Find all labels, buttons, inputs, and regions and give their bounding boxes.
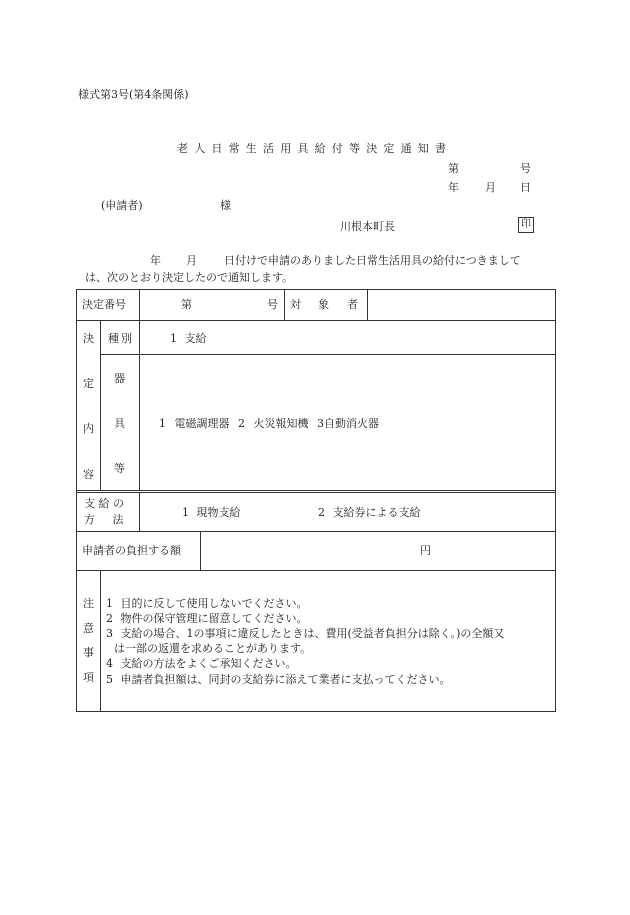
burden-label: 申請者の負担する額	[82, 544, 181, 557]
row-sep-5	[76, 570, 556, 571]
notes-char-1: 注	[83, 597, 94, 610]
col-sep-label-row1	[139, 289, 140, 320]
type-label: 種別	[108, 332, 134, 345]
row-sep-3a	[76, 490, 556, 491]
row-sep-4	[76, 531, 556, 532]
notes-char-3: 事	[83, 646, 94, 659]
note-item-3-cont: は一部の返還を求めることがあります。	[114, 642, 312, 655]
row-sep-1	[76, 320, 556, 321]
col-sep-decision-value	[139, 320, 140, 491]
intro-month: 月	[186, 254, 197, 267]
decision-number-suffix: 号	[267, 298, 278, 311]
date-day-label: 日	[520, 181, 531, 194]
intro-line1-text: 日付けで申請のありました日常生活用具の給付につきまして	[224, 254, 521, 267]
burden-unit: 円	[420, 544, 431, 557]
target-label-char-2: 象	[318, 298, 329, 311]
decision-content-char-2: 定	[83, 377, 94, 390]
col-sep-burden	[200, 531, 201, 570]
decision-number-label: 決定番号	[82, 298, 126, 311]
table-border-right	[555, 289, 556, 712]
col-sep-notes	[100, 570, 101, 711]
seal-mark: 印	[518, 217, 534, 233]
target-label-char-3: 者	[347, 298, 358, 311]
decision-content-char-1: 決	[83, 332, 94, 345]
form-label: 様式第3号(第4条関係)	[78, 88, 189, 101]
doc-number-suffix: 号	[520, 162, 531, 175]
equipment-char-1: 器	[114, 372, 125, 385]
equipment-char-2: 具	[114, 417, 125, 430]
date-month-label: 月	[485, 181, 496, 194]
decision-content-char-4: 容	[83, 468, 94, 481]
note-item-4: 4 支給の方法をよくご承知ください。	[106, 657, 297, 670]
intro-year: 年	[150, 254, 161, 267]
col-sep-number-end	[284, 289, 285, 320]
decision-number-prefix: 第	[181, 298, 192, 311]
col-sep-decision-inner	[100, 320, 101, 491]
applicant-honorific: 様	[220, 199, 231, 212]
doc-number-prefix: 第	[448, 162, 459, 175]
type-value: 1 支給	[170, 332, 207, 345]
method-label-line1: 支 給 の	[84, 497, 124, 510]
target-label-char-1: 対	[290, 298, 301, 311]
table-border-top	[76, 289, 556, 290]
notes-char-4: 項	[83, 671, 94, 684]
applicant-label: (申請者)	[101, 199, 143, 212]
intro-line2: は、次のとおり決定したので通知します。	[85, 271, 294, 284]
note-item-3: 3 支給の場合、1の事項に違反したときは、費用(受益者負担分は除く。)の全額又	[106, 627, 505, 640]
date-year-label: 年	[448, 181, 459, 194]
note-item-2: 2 物件の保守管理に留意してください。	[106, 612, 308, 625]
row-sep-2	[100, 354, 556, 355]
row-sep-3b	[76, 492, 556, 493]
method-option-1: 1 現物支給	[182, 506, 241, 519]
issuer-name: 川根本町長	[340, 220, 395, 233]
document-title: 老人日常生活用具給付等決定通知書	[177, 142, 453, 155]
note-item-1: 1 目的に反して使用しないでください。	[106, 597, 308, 610]
note-item-5: 5 申請者負担額は、同封の支給券に添えて業者に支払ってください。	[106, 673, 451, 686]
equipment-value: 1 電磁調理器 2 火災報知機 3自動消火器	[159, 417, 379, 430]
method-option-2: 2 支給券による支給	[318, 506, 421, 519]
table-border-bottom	[76, 711, 556, 712]
notes-char-2: 意	[83, 622, 94, 635]
decision-content-char-3: 内	[83, 422, 94, 435]
table-border-left	[76, 289, 77, 712]
equipment-char-3: 等	[114, 462, 125, 475]
col-sep-method	[139, 492, 140, 531]
col-sep-target-label	[367, 289, 368, 320]
method-label-line2: 方 法	[84, 513, 124, 526]
